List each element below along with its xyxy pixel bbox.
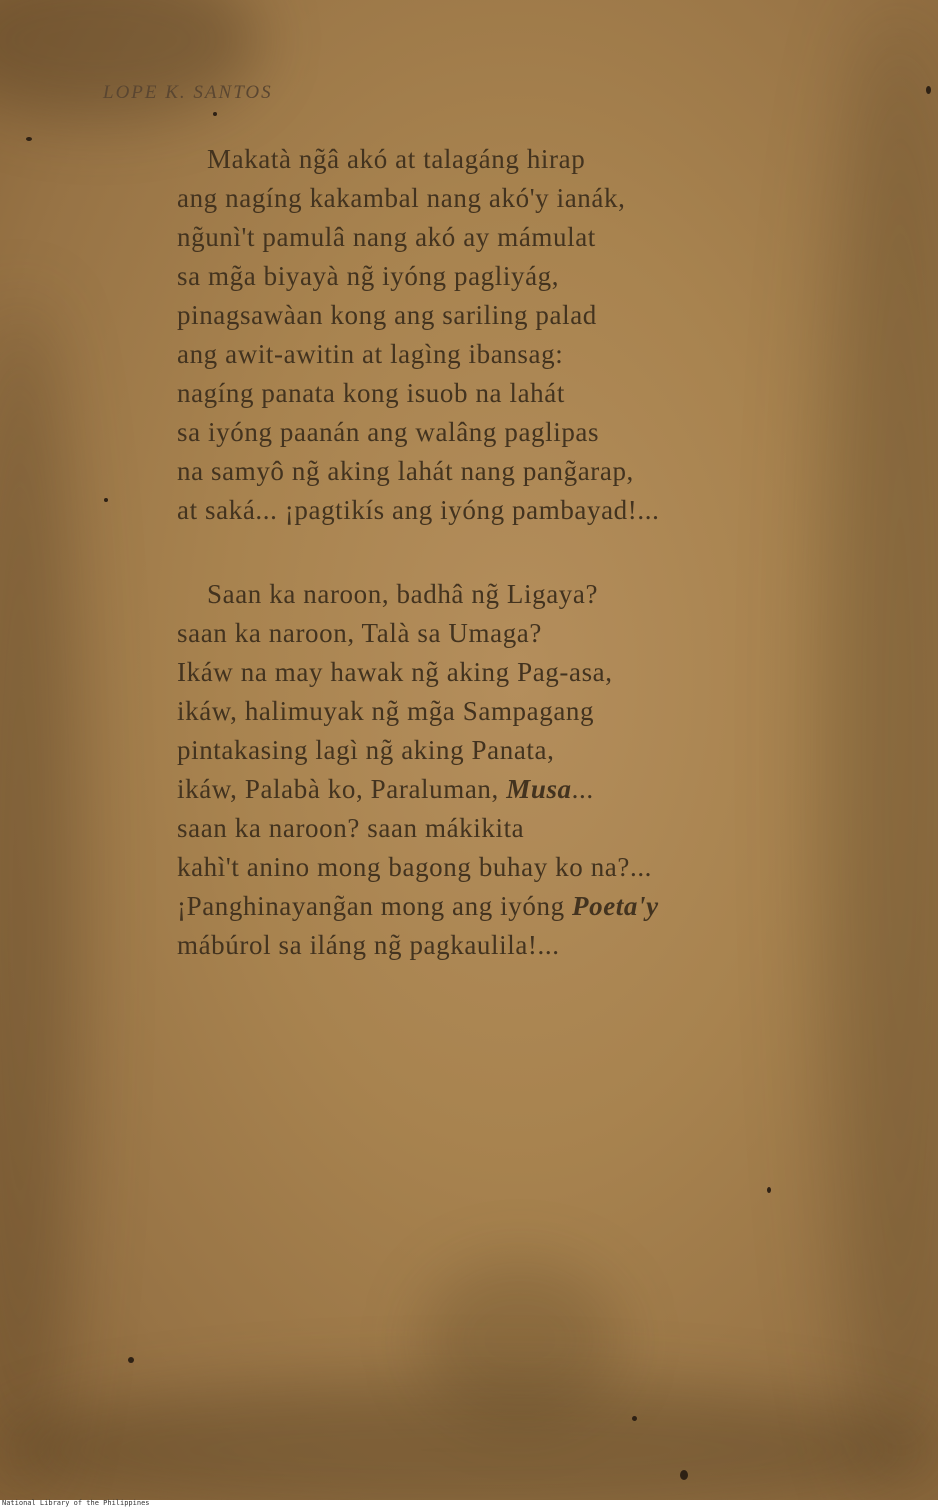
poem-line: kahì't anino mong bagong buhay ko na?... [177, 852, 653, 882]
scan-credit: National Library of the Philippines [2, 1499, 150, 1507]
poem-line: ikáw, halimuyak ng̃ mg̃a Sampagang [177, 696, 595, 726]
page-stain [820, 0, 938, 1500]
line-text: ... [571, 774, 594, 804]
ink-speck [26, 137, 32, 141]
poem-line: saan ka naroon, Talà sa Umaga? [177, 618, 542, 648]
poem-line [177, 887, 659, 926]
page-stain [0, 1380, 938, 1500]
poem-line: sa mg̃a biyayà ng̃ iyóng pagliyág, [177, 261, 560, 291]
emphasis-word: Musa [506, 774, 572, 804]
poem-line: pinagsawàan kong ang sariling palad [177, 300, 597, 330]
running-head: LOPE K. SANTOS [103, 82, 273, 103]
poem-line: sa iyóng paanán ang walâng paglipas [177, 417, 600, 447]
poem-line: mábúrol sa iláng ng̃ pagkaulila!... [177, 930, 560, 960]
poem-line: saan ka naroon? saan mákikita [177, 813, 525, 843]
ink-speck [213, 112, 217, 116]
poem-line: Makatà ng̃â akó at talagáng hirap [207, 144, 586, 174]
emphasis-word: Poeta'y [572, 891, 659, 921]
ink-speck [632, 1416, 637, 1421]
line-text: ¡Panghinayang̃an mong ang iyóng [177, 891, 573, 921]
poem-line: at saká... ¡pagtikís ang iyóng pambayad!... [177, 495, 660, 525]
poem-line [177, 770, 594, 809]
poem-line: Ikáw na may hawak ng̃ aking Pag-asa, [177, 657, 613, 687]
poem-line: ang awit-awitin at lagìng ibansag: [177, 339, 564, 369]
scan-credit-bar [0, 1500, 938, 1508]
poem-line: na samyô ng̃ aking lahát nang pang̃arap, [177, 456, 634, 486]
poem-line: Saan ka naroon, badhâ ng̃ Ligaya? [207, 579, 599, 609]
poem-line: ng̃unì't pamulâ nang akó ay mámulat [177, 222, 596, 252]
ink-speck [926, 86, 931, 94]
page-stain [420, 1260, 620, 1420]
page-stain [0, 300, 80, 1500]
poem-line: ang nagíng kakambal nang akó'y ianák, [177, 183, 626, 213]
ink-speck [104, 498, 108, 502]
ink-speck [767, 1187, 771, 1193]
poem-line: nagíng panata kong isuob na lahát [177, 378, 565, 408]
poem-line: pintakasing lagì ng̃ aking Panata, [177, 735, 555, 765]
line-text: ikáw, Palabà ko, Paraluman, [177, 774, 507, 804]
ink-speck [128, 1357, 134, 1363]
ink-speck [680, 1470, 688, 1480]
